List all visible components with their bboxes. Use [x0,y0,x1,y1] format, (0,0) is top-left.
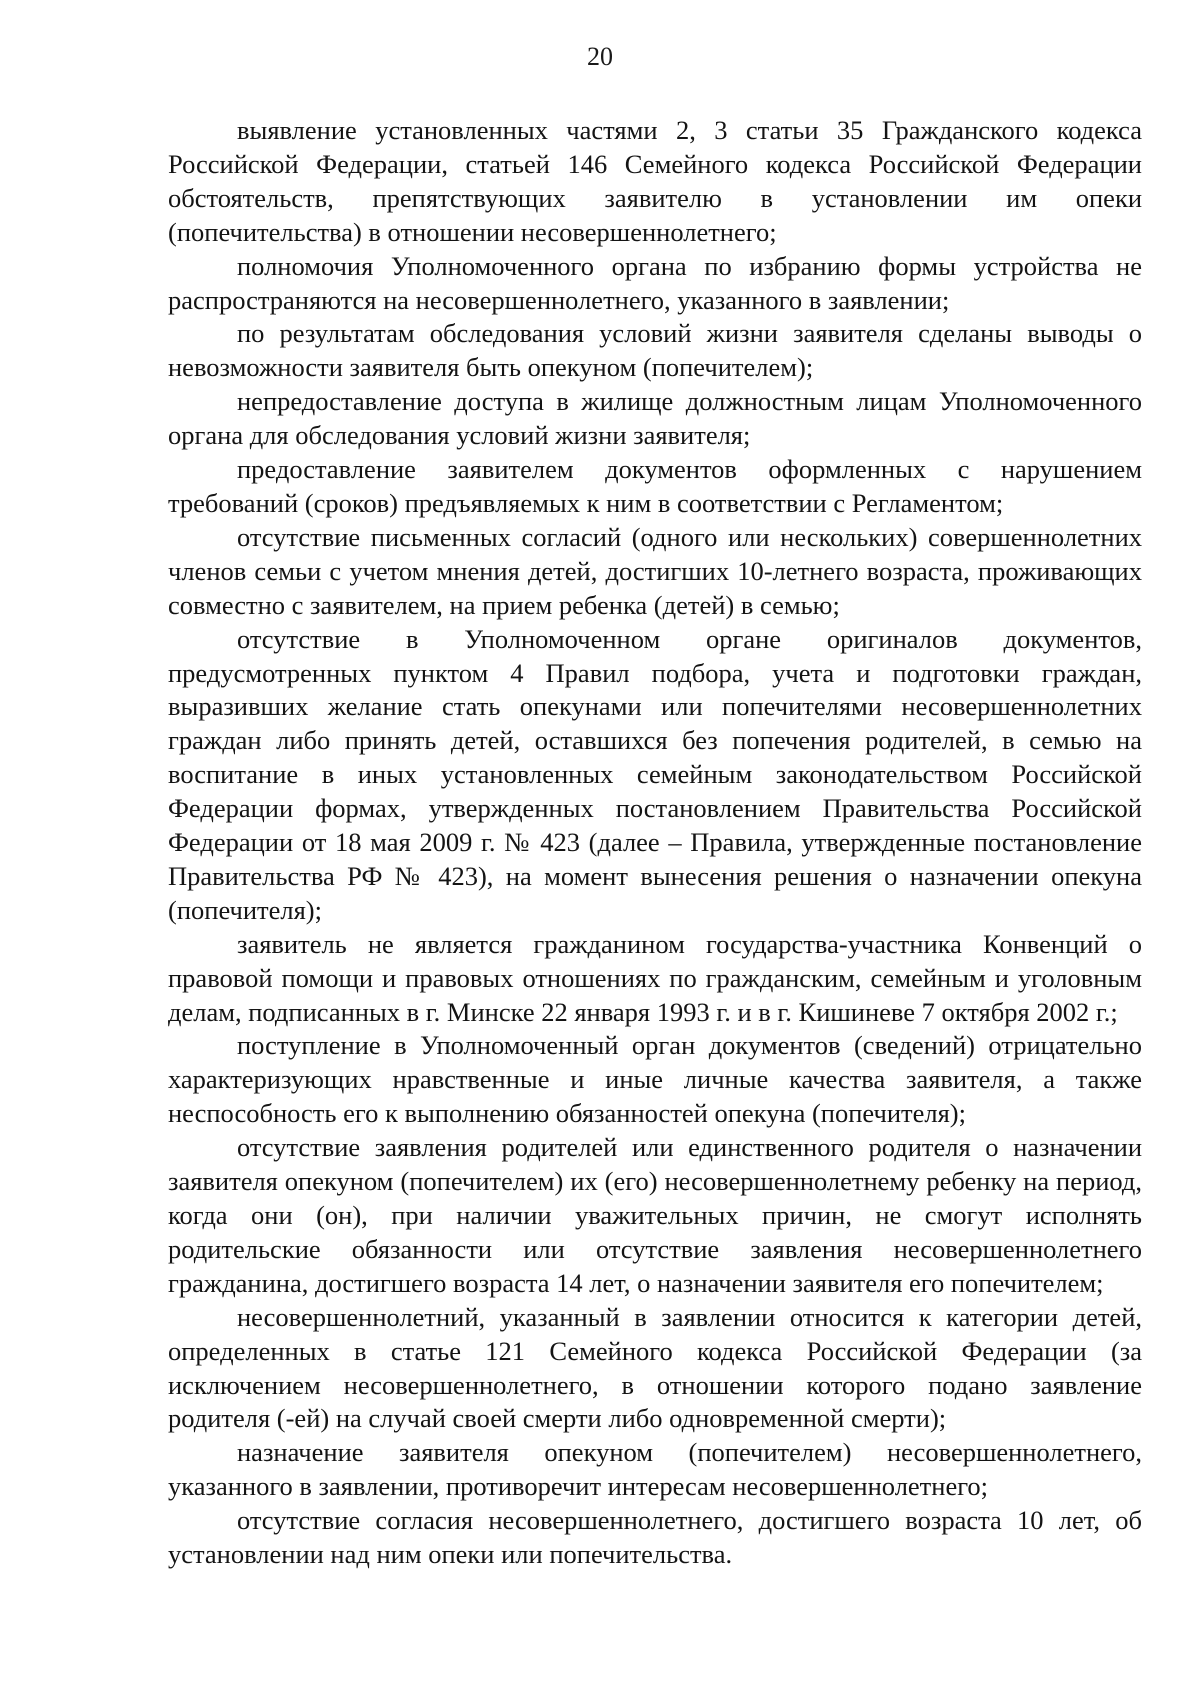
paragraph-2: полномочия Уполномоченного органа по избранию формы устройства не распространяются на несовершеннолетнего, указанного в заявлении; [168,250,1142,315]
paragraph-8: заявитель не является гражданином государства-участника Конвенций о правовой помощи и правовых отношениях по гражданским, семейным и уголовным делам, подписанных в г. Минске 22 января 1993 г. и в г. Кишиневе 7 октября 2002 г.; [168,928,1142,1027]
paragraph-6: отсутствие письменных согласий (одного или нескольких) совершеннолетних членов семьи с учетом мнения детей, достигших 10-летнего возраста, проживающих совместно с заявителем, на прием ребенка (детей) в семью; [168,521,1142,620]
paragraph-13: отсутствие согласия несовершеннолетнего, достигшего возраста 10 лет, об установлении над ним опеки или попечительства. [168,1505,1142,1570]
paragraph-12: назначение заявителя опекуном (попечителем) несовершеннолетнего, указанного в заявлении, противоречит интересам несовершеннолетнего; [168,1437,1142,1502]
paragraph-1: выявление установленных частями 2, 3 статьи 35 Гражданского кодекса Российской Федерации, статьей 146 Семейного кодекса Российской Федерации обстоятельств, препятствующих заявителю в установлении им опеки (попечительства) в отношении несовершеннолетнего; [168,115,1142,247]
paragraph-9: поступление в Уполномоченный орган документов (сведений) отрицательно характеризующих нравственные и иные личные качества заявителя, а также неспособность его к выполнению обязанностей опекуна (попечителя); [168,1030,1142,1129]
paragraph-3: по результатам обследования условий жизни заявителя сделаны выводы о невозможности заявителя быть опекуном (попечителем); [168,318,1142,383]
paragraph-5: предоставление заявителем документов оформленных с нарушением требований (сроков) предъявляемых к ним в соответствии с Регламентом; [168,454,1142,518]
paragraph-7: отсутствие в Уполномоченном органе оригиналов документов, предусмотренных пунктом 4 Правил подбора, учета и подготовки граждан, выразивших желание стать опекунами или попечителями несовершеннолетних граждан либо принять детей, оставшихся без попечения родителей, в семью на воспитание в иных установленных семейным законодательством Российской Федерации формах, утвержденных постановлением Правительства Российской Федерации от 18 мая 2009 г. № 423 (далее – Правила, утвержденные постановление Правительства РФ № 423), на момент вынесения решения о назначении опекуна (попечителя); [168,623,1142,925]
page-number: 20 [587,42,613,71]
paragraph-11: несовершеннолетний, указанный в заявлении относится к категории детей, определенных в статье 121 Семейного кодекса Российской Федерации (за исключением несовершеннолетнего, в отношении которого подано заявление родителя (-ей) на случай своей смерти либо одновременной смерти); [168,1301,1142,1434]
paragraph-4: непредоставление доступа в жилище должностным лицам Уполномоченного органа для обследования условий жизни заявителя; [168,386,1142,451]
paragraph-10: отсутствие заявления родителей или единственного родителя о назначении заявителя опекуном (попечителем) их (его) несовершеннолетнему ребенку на период, когда они (он), при наличии уважительных причин, не смогут исполнять родительские обязанности или отсутствие заявления несовершеннолетнего гражданина, достигшего возраста 14 лет, о назначении заявителя его попечителем; [168,1132,1142,1298]
document-body [168,114,1142,1572]
